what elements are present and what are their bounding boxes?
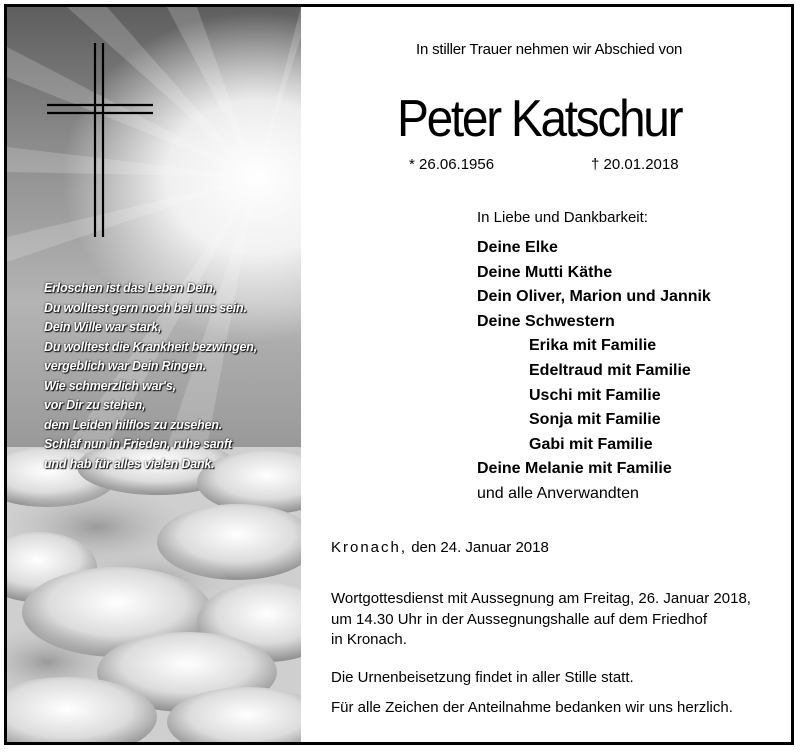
thanks-line: In Liebe und Dankbarkeit: (477, 209, 648, 226)
notice-text-panel (301, 7, 791, 742)
obituary-notice (4, 4, 794, 745)
mourner: Sonja mit Familie (529, 411, 661, 429)
poem-line: Dein Wille war stark, (44, 320, 162, 334)
poem-line: Du wolltest die Krankheit bezwingen, (44, 339, 257, 354)
cloud-sea (7, 447, 301, 742)
mourner: Deine Melanie mit Familie (477, 460, 672, 478)
cross-icon (7, 7, 301, 247)
poem-line: und hab für alles vielen Dank. (44, 456, 215, 471)
mourner: Deine Elke (477, 239, 558, 256)
poem-line: vor Dir zu stehen, (44, 398, 146, 412)
death-date: † 20.01.2018 (591, 156, 679, 173)
mourner: Gabi mit Familie (529, 435, 653, 453)
mourner: Deine Mutti Käthe (477, 263, 613, 281)
mourners-list (477, 236, 711, 507)
urn-burial-note: Die Urnenbeisetzung findet in aller Stille statt. (331, 669, 634, 686)
poem-line: Du wolltest gern noch bei uns sein. (44, 300, 247, 315)
deceased-name: Peter Katschur (397, 90, 682, 148)
poem-line: Erloschen ist das Leben Dein, (44, 281, 217, 295)
date: den 24. Januar 2018 (411, 539, 549, 556)
service-line: um 14.30 Uhr in der Aussegnungshalle auf dem Friedhof (331, 610, 708, 628)
closing-thanks: Für alle Zeichen der Anteilnahme bedanken wir uns herzlich. (331, 699, 733, 716)
service-line: Wortgottesdienst mit Aussegnung am Freitag, 26. Januar 2018, (331, 590, 751, 607)
mourner: Edeltraud mit Familie (529, 361, 691, 379)
mourner: Erika mit Familie (529, 337, 657, 355)
poem-line: Schlaf nun in Frieden, ruhe sanft (44, 437, 232, 451)
service-line: in Kronach. (331, 631, 407, 648)
sky-image-panel (7, 7, 301, 742)
mourner: Dein Oliver, Marion und Jannik (477, 288, 711, 306)
place: Kronach, (331, 539, 408, 556)
mourner: Deine Schwestern (477, 312, 615, 330)
intro-line: In stiller Trauer nehmen wir Abschied von (416, 41, 683, 58)
service-info (331, 589, 751, 651)
mourner: und alle Anverwandten (477, 484, 639, 502)
birth-date: * 26.06.1956 (409, 156, 495, 173)
mourner: Uschi mit Familie (529, 386, 661, 404)
poem-line: Wie schmerzlich war's, (44, 378, 176, 393)
poem-line: dem Leiden hilflos zu zusehen. (44, 417, 223, 432)
poem (44, 279, 294, 474)
poem-line: vergeblich war Dein Ringen. (44, 359, 207, 373)
place-date (331, 539, 549, 556)
